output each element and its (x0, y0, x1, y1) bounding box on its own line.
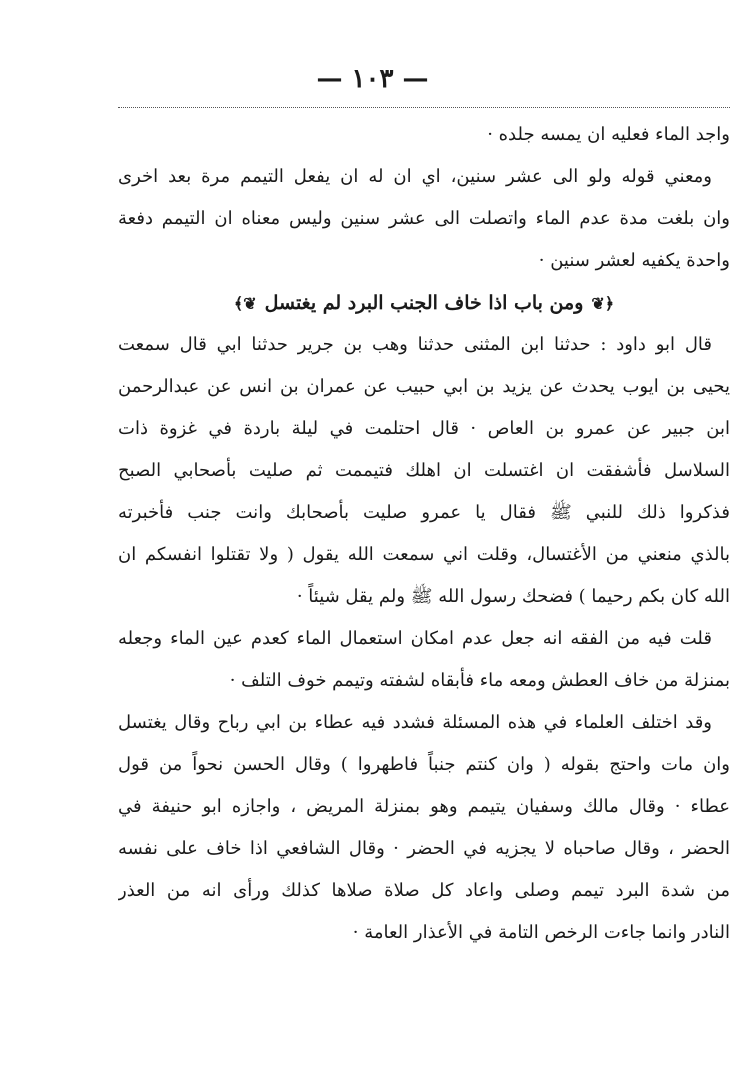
text-line: وان مات واحتج بقوله ( وان كنتم جنباً فاطهروا ) وقال الحسن نحواً من قول (118, 754, 730, 775)
text-line: بالذي منعني من الأغتسال، وقلت اني سمعت الله يقول ( ولا تقتلوا انفسكم ان (118, 544, 730, 565)
text-line: فذكروا ذلك للنبي ﷺ فقال يا عمرو صليت بأصحابك وانت جنب فأخبرته (118, 502, 730, 523)
text-line: النادر وانما جاءت الرخص التامة في الأعذار العامة · (352, 922, 730, 943)
ornament-icon: ❦﴾ (233, 294, 257, 313)
text-line: الحضر ، وقال صاحباه لا يجزيه في الحضر · وقال الشافعي اذا خاف على نفسه (118, 838, 730, 859)
text-line: وان بلغت مدة عدم الماء واتصلت الى عشر سنين وليس معناه ان التيمم دفعة (118, 208, 730, 229)
text-line: ومعني قوله ولو الى عشر سنين، اي ان له ان يفعل التيمم مرة بعد اخرى (118, 166, 712, 187)
chapter-heading (118, 282, 730, 324)
text-line: وقد اختلف العلماء في هذه المسئلة فشدد فيه عطاء بن ابي رباح وقال يغتسل (118, 712, 712, 733)
text-line: من شدة البرد تيمم وصلى واعاد كل صلاة صلاها كذلك ورأى انه من العذر (118, 880, 730, 901)
page-number: — ١٠٣ — (316, 64, 429, 94)
ornament-icon: ﴿❦ (591, 294, 615, 313)
text-line: بمنزلة من خاف العطش ومعه ماء فأبقاه لشفته وتيمم خوف التلف · (229, 670, 730, 691)
text-line: يحيى بن ايوب يحدث عن يزيد بن ابي حبيب عن عمران بن انس عن عبدالرحمن (118, 376, 730, 397)
page-body (118, 114, 730, 954)
header-rule (118, 107, 730, 108)
text-line: واحدة يكفيه لعشر سنين · (538, 250, 730, 271)
text-line: عطاء · وقال مالك وسفيان يتيمم وهو بمنزلة المريض ، واجازه ابو حنيفة في (118, 796, 730, 817)
text-line: قلت فيه من الفقه انه جعل عدم امكان استعمال الماء كعدم عين الماء وجعله (118, 628, 712, 649)
text-line: واجد الماء فعليه ان يمسه جلده · (487, 124, 730, 145)
text-line: السلاسل فأشفقت ان اغتسلت ان اهلك فتيممت ثم صليت بأصحابي الصبح (118, 460, 730, 481)
text-line: ابن جبير عن عمرو بن العاص · قال احتلمت في ليلة باردة في غزوة ذات (118, 418, 730, 439)
text-line: قال ابو داود : حدثنا ابن المثنى حدثنا وهب بن جرير حدثنا ابي قال سمعت (118, 334, 712, 355)
chapter-heading-text: ومن باب اذا خاف الجنب البرد لم يغتسل (264, 292, 584, 314)
text-line: الله كان بكم رحيما ) فضحك رسول الله ﷺ ولم يقل شيئاً · (296, 586, 730, 607)
